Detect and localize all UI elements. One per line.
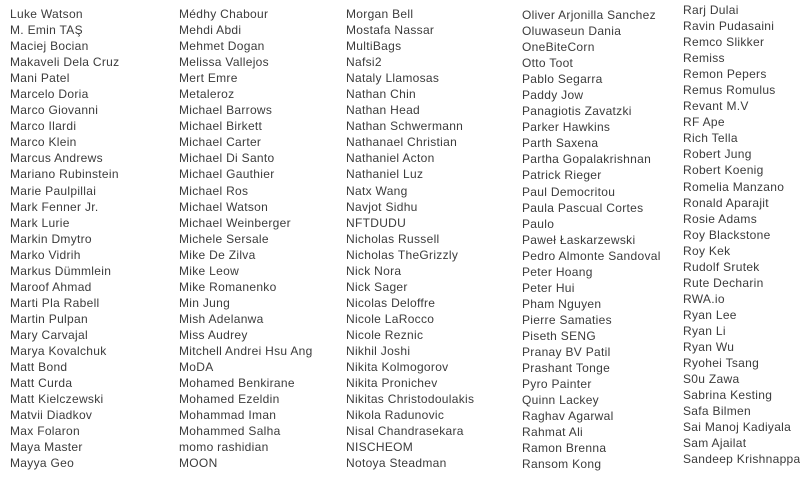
list-item: Ravin Pudasaini (683, 19, 775, 34)
list-item: Ryan Lee (683, 307, 737, 322)
list-item: Notoya Steadman (346, 456, 447, 471)
list-item: Nicole LaRocco (346, 311, 435, 326)
list-item: Maciej Bocian (10, 39, 89, 54)
list-item: Ronald Aparajit (683, 195, 769, 210)
list-item: Ramon Brenna (522, 441, 607, 456)
list-item: Makaveli Dela Cruz (10, 55, 120, 70)
list-item: Rudolf Srutek (683, 259, 760, 274)
list-item: Marco Giovanni (10, 103, 99, 118)
list-item: Ryohei Tsang (683, 356, 760, 371)
list-item: Maroof Ahmad (10, 279, 92, 294)
list-item: Rich Tella (683, 131, 738, 146)
list-item: Pablo Segarra (522, 72, 603, 87)
list-item: Marco Ilardi (10, 119, 77, 134)
list-item: Peter Hoang (522, 264, 593, 279)
list-item: Michele Sersale (179, 231, 269, 246)
list-item: Mohammad Iman (179, 408, 277, 423)
list-item: M. Emin TAŞ (10, 23, 83, 38)
list-item: Nathaniel Acton (346, 151, 435, 166)
list-item: Matt Kielczewski (10, 392, 104, 407)
list-item: Mehdi Abdi (179, 23, 242, 38)
list-item: Marcus Andrews (10, 151, 103, 166)
list-item: Marcelo Doria (10, 87, 89, 102)
list-item: Remco Slikker (683, 35, 765, 50)
name-column-3 (346, 6, 474, 471)
list-item: Rute Decharin (683, 275, 764, 290)
list-item: Ransom Kong (522, 457, 602, 472)
list-item: Marko Vidrih (10, 247, 81, 262)
list-item: Mark Lurie (10, 215, 70, 230)
list-item: Patrick Rieger (522, 168, 602, 183)
list-item: Miss Audrey (179, 327, 248, 342)
list-item: Paweł Łaskarzewski (522, 232, 636, 247)
list-item: Michael Watson (179, 199, 269, 214)
list-item: Panagiotis Zavatzki (522, 104, 632, 119)
list-item: Rahmat Ali (522, 425, 584, 440)
name-column-1 (10, 6, 119, 471)
list-item: Mohamed Ezeldin (179, 392, 280, 407)
list-item: Nathaniel Luz (346, 167, 424, 182)
list-item: Mish Adelanwa (179, 311, 264, 326)
list-item: Oluwaseun Dania (522, 24, 622, 39)
list-item: Nathan Head (346, 103, 421, 118)
list-item: RWA.io (683, 291, 725, 306)
list-item: Michael Di Santo (179, 151, 275, 166)
list-item: Robert Koenig (683, 163, 764, 178)
list-item: Oliver Arjonilla Sanchez (522, 8, 656, 22)
list-item: NFTDUDU (346, 215, 407, 230)
list-item: Mariano Rubinstein (10, 167, 119, 182)
list-item: Max Folaron (10, 424, 80, 439)
list-item: Roy Kek (683, 243, 731, 258)
list-item: Nathan Schwermann (346, 119, 464, 134)
list-item: Matt Bond (10, 360, 68, 375)
list-item: Michael Ros (179, 183, 249, 198)
name-column-4 (522, 7, 661, 472)
list-item: Remiss (683, 51, 725, 66)
list-item: Michael Birkett (179, 119, 263, 134)
list-item: Pyro Painter (522, 377, 592, 392)
list-item: Partha Gopalakrishnan (522, 152, 652, 167)
list-item: Markus Dümmlein (10, 263, 112, 278)
list-item: Remus Romulus (683, 83, 776, 98)
list-item: Nathanael Christian (346, 135, 458, 150)
list-item: Nick Nora (346, 263, 402, 278)
list-item: Mike Romanenko (179, 279, 277, 294)
list-item: OneBiteCorn (522, 40, 595, 55)
name-column-2 (179, 6, 313, 471)
list-item: Markin Dmytro (10, 231, 92, 246)
list-item: Revant M.V (683, 99, 749, 114)
list-item: Médhy Chabour (179, 7, 269, 21)
list-item: RF Ape (683, 115, 725, 130)
list-item: Mayya Geo (10, 456, 75, 471)
list-item: Rarj Dulai (683, 3, 739, 17)
list-item: S0u Zawa (683, 372, 740, 387)
list-item: Sam Ajailat (683, 436, 747, 451)
list-item: Mani Patel (10, 71, 70, 86)
list-item: Matvii Diadkov (10, 408, 93, 423)
list-item: Safa Bilmen (683, 404, 751, 419)
list-item: MultiBags (346, 39, 402, 54)
list-item: Rosie Adams (683, 211, 757, 226)
list-item: Nick Sager (346, 279, 408, 294)
list-item: Otto Toot (522, 56, 574, 71)
list-item: Parker Hawkins (522, 120, 611, 135)
list-item: Roy Blackstone (683, 227, 771, 242)
list-item: Prashant Tonge (522, 361, 611, 376)
list-item: Luke Watson (10, 7, 83, 21)
list-item: MoDA (179, 360, 214, 375)
list-item: Paddy Jow (522, 88, 584, 103)
list-item: Marie Paulpillai (10, 183, 97, 198)
list-item: Mary Carvajal (10, 327, 88, 342)
list-item: Natx Wang (346, 183, 408, 198)
list-item: MOON (179, 456, 218, 471)
list-item: Mostafa Nassar (346, 23, 435, 38)
list-item: Sai Manoj Kadiyala (683, 420, 792, 435)
list-item: Melissa Vallejos (179, 55, 269, 70)
list-item: Marco Klein (10, 135, 77, 150)
list-item: Nikita Kolmogorov (346, 360, 449, 375)
list-item: Quinn Lackey (522, 393, 599, 408)
list-item: Mohammed Salha (179, 424, 281, 439)
list-item: Nicolas Deloffre (346, 295, 436, 310)
list-item: Matt Curda (10, 376, 73, 391)
list-item: Ryan Wu (683, 339, 735, 354)
list-item: Mike De Zilva (179, 247, 256, 262)
list-item: Min Jung (179, 295, 231, 310)
list-item: Maya Master (10, 440, 83, 455)
list-item: Mert Emre (179, 71, 238, 86)
list-item: Nicholas TheGrizzly (346, 247, 459, 262)
list-item: Piseth SENG (522, 328, 596, 343)
list-item: Mike Leow (179, 263, 240, 278)
list-item: Pranay BV Patil (522, 344, 611, 359)
list-item: Romelia Manzano (683, 179, 785, 194)
list-item: Remon Pepers (683, 67, 767, 82)
list-item: Morgan Bell (346, 7, 414, 21)
list-item: Nicole Reznic (346, 327, 424, 342)
list-item: Metaleroz (179, 87, 235, 102)
list-item: Nikitas Christodoulakis (346, 392, 475, 407)
list-item: Michael Weinberger (179, 215, 291, 230)
list-item: Paula Pascual Cortes (522, 200, 644, 215)
list-item: Marti Pla Rabell (10, 295, 100, 310)
list-item: Mehmet Dogan (179, 39, 265, 54)
list-item: Marya Kovalchuk (10, 343, 107, 358)
list-item: Michael Gauthier (179, 167, 275, 182)
list-item: Nafsi2 (346, 55, 382, 70)
list-item: Nisal Chandrasekara (346, 424, 464, 439)
list-item: Paul Democritou (522, 184, 616, 199)
list-item: NISCHEOM (346, 440, 414, 455)
list-item: Mitchell Andrei Hsu Ang (179, 343, 313, 358)
list-item: Peter Hui (522, 280, 575, 295)
list-item: Nathan Chin (346, 87, 417, 102)
list-item: Ryan Li (683, 323, 726, 338)
list-item: Nikola Radunovic (346, 408, 445, 423)
list-item: Sandeep Krishnappa (683, 452, 800, 467)
list-item: Mark Fenner Jr. (10, 199, 99, 214)
list-item: Navjot Sidhu (346, 199, 418, 214)
list-item: Pham Nguyen (522, 296, 602, 311)
list-item: Martin Pulpan (10, 311, 88, 326)
list-item: Michael Carter (179, 135, 262, 150)
list-item: Paulo (522, 216, 555, 231)
list-item: Michael Barrows (179, 103, 273, 118)
name-column-5 (683, 2, 800, 467)
list-item: Mohamed Benkirane (179, 376, 295, 391)
list-item: Sabrina Kesting (683, 388, 773, 403)
list-item: Pierre Samaties (522, 312, 612, 327)
list-item: Nikita Pronichev (346, 376, 438, 391)
list-item: Nicholas Russell (346, 231, 440, 246)
list-item: Nataly Llamosas (346, 71, 440, 86)
list-item: Robert Jung (683, 147, 752, 162)
list-item: Nikhil Joshi (346, 343, 411, 358)
list-item: Parth Saxena (522, 136, 599, 151)
list-item: Raghav Agarwal (522, 409, 614, 424)
list-item: Pedro Almonte Sandoval (522, 248, 661, 263)
list-item: momo rashidian (179, 440, 269, 455)
